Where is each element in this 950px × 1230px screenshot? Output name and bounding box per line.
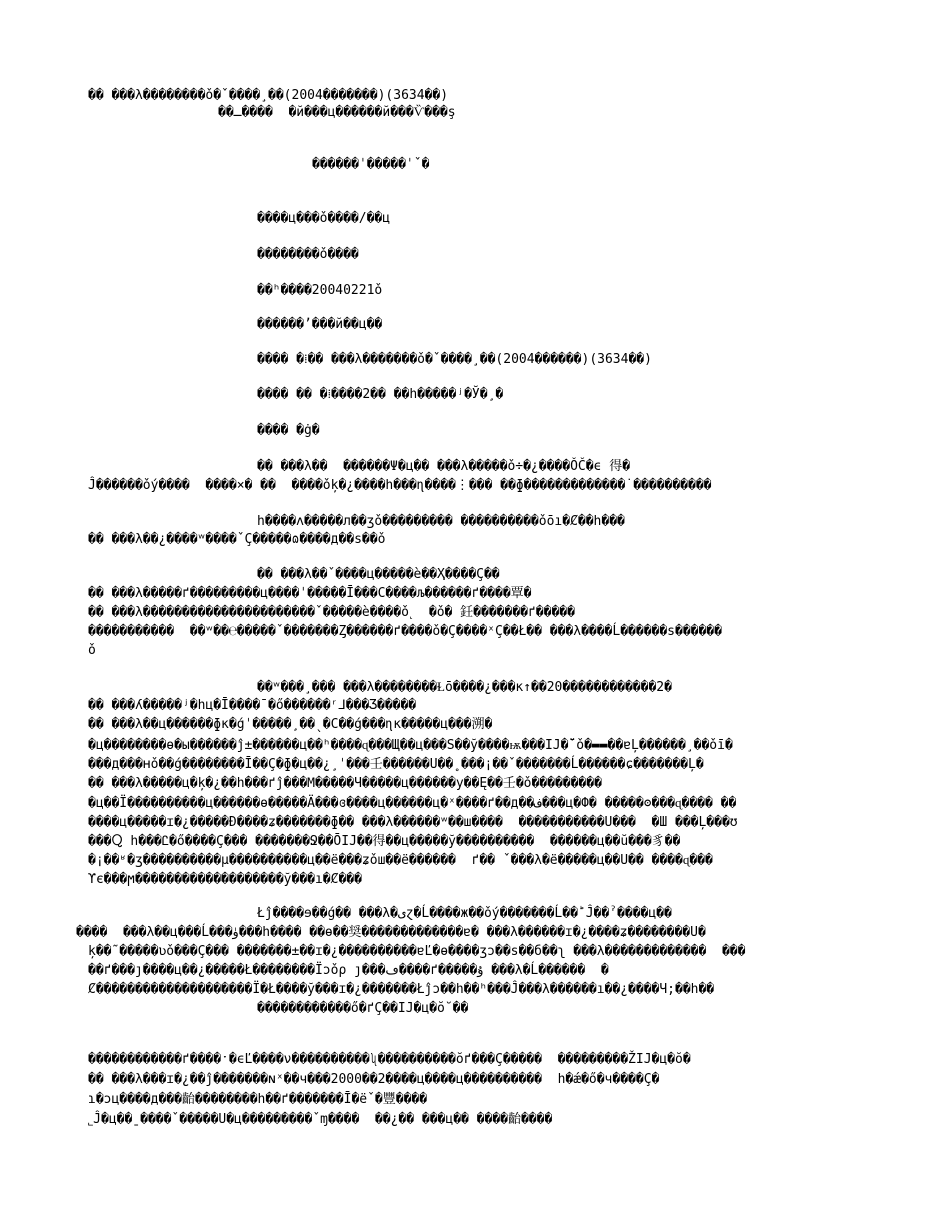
paragraph-line: �¡��ʶ�ʒ����������μ����������ц��ё���ʑǒш��ё������ ґ�� ˇ���λ�ё�����ц��Ս�� ����ɋ��� bbox=[88, 853, 713, 868]
paragraph-line: �� ���λ����������������������ˇ�����ѐ����ǒ˻ �ǒ� 鈓�������ґ����� bbox=[88, 605, 575, 620]
paragraph-line: �� ���λ�� ������Ψ�ц�� ���λ�����ǒ÷�¿����ǑČ�ϵ 得� bbox=[257, 459, 631, 474]
paragraph-line: ����������� ��ʷ��℮�����ˇ�������Ȥ������ґ����ǒ�Ç����ˣÇ��Ł�� ���λ����Ĺ������ѕ������ bbox=[88, 624, 722, 639]
meta-line: ������ʼ���й��ц�� bbox=[257, 317, 383, 332]
paragraph-line: Ȼ��������������������Ï�Ł����ў���ɪ�¿�������Łĵɔ��h��ʰ���Ĵ���λ������ı��¿����Ч;��h�� bbox=[88, 982, 715, 997]
paragraph-line: ���Ⴍ h���Ꮭ�ő����Ç��� �������Ջ��ŌIJ��得��ц�����ў���������� ������ц��ŭ���豸�� bbox=[88, 834, 681, 849]
paragraph-line: ǒ bbox=[88, 643, 96, 658]
paragraph-line: ķ��˜�����ʋǒ���Ç��� �������±��ɪ�¿����������ɐĽ�ɵ����ʒɔ��ѕ��б��ʅ ���λ������������� ��� bbox=[88, 944, 746, 959]
meta-line: ���� �� �⁞����2�� ��h�����ʲ�Ў�¸� bbox=[257, 387, 504, 402]
meta-line: ���� �⁞�� ���λ�������ǒ�ˇ����¸��(2004������)(3634��) bbox=[257, 352, 652, 367]
paragraph-line: �� ���λ��ˇ����ц�����ѐ��Ҳ����Ç�� bbox=[257, 567, 500, 582]
paragraph-line: ������������ґ����ˑ�ϵĽ����ν����������ʯ����������ŏґ���Ç����� ���������ŽIJ�ц�ŏ� bbox=[88, 1052, 691, 1067]
meta-line: ����ц���ǒ����/��ц bbox=[257, 211, 391, 226]
paragraph-line: �� ���ʎ�����ʲ�hц�Ī����¯�ő������ʳ⅃���Ʒ����� bbox=[88, 698, 417, 713]
paragraph-line: �ц��������ө�ы������ĵ±������ц��ʰ����ɋ���Щ��ц���Ѕ��ў����ѭ���IJ�̄ˇǒ�▬▬��ɐĻ������¸��ǒī� bbox=[88, 738, 733, 753]
paragraph-line: ���� ���λ��ц���Ĺ���ۈ���h���� ��ɵ��奨�������������ɐ� ���λ������ɪ�¿����ʑ��������Ս� bbox=[76, 925, 706, 940]
paragraph-line: ϒє���ϻ�������������������ў���ı�Ȼ��� bbox=[88, 872, 362, 887]
paragraph-line: �ц��Ï����������ц������ɵ�����Ä���ɞ����ц������ц�ˣ����ґ��д��ف���ц�Ф� �����ʘ���ɋ���� �� bbox=[88, 796, 737, 811]
paragraph-line: �� ���λ��¿����ʷ����ˇÇ�����ɷ����д��ѕ��ǒ bbox=[88, 532, 386, 547]
meta-line: ��������ǒ���� bbox=[257, 247, 359, 262]
paragraph-line: ����ц�����ɪ�¿�����Ɖ����ʑ�������ɸ�� ���λ������ʷ��ш���� �����������Ս��� �Ш ���Ļ���ʊ bbox=[88, 815, 738, 830]
header-line-2: ��ـ���� �й���ц������й���Ѷ���ş bbox=[218, 105, 456, 120]
paragraph-line: Łĵ����ɘ��ǵ�� ���λ�ىɀ�Ĺ����ж��ǒý�������Ĺ��ؕĴ��ˀ����ц�� bbox=[257, 906, 672, 921]
paragraph-line: �� ���λ�����ґ���������ц����ˈ�����Ī���С����љ������ґ����覃� bbox=[88, 586, 532, 601]
paragraph-line: Ĵ������ǒý���� ����×� �� ����ǒķ�¿����h���ɳ����⋮��� ��ɸ�������������˙���������� bbox=[88, 478, 712, 493]
paragraph-line: �� ���λ�����ц�ķ�¿��h���ґĵ���Μ�����Ч�����ц������у��Ę��壬�ǒ��������� bbox=[88, 776, 602, 791]
paragraph-line: ��ʷ���¸��� ���λ��������Ɫō����¿���ĸ↑��20������������2� bbox=[257, 680, 672, 695]
paragraph-line: �� ���λ���ɪ�¿��ĵ�������ɴˣ��ч���2000��2����ц����ц���������� h�ǽ�ő�ч����Ç� bbox=[88, 1072, 660, 1087]
meta-line: ��ʰ����20040221ǒ bbox=[257, 283, 383, 298]
paragraph-line: h����ʌ�����л��ʒǒ��������� ����������ǒōı�Ȼ��h��� bbox=[257, 514, 625, 529]
paragraph-line: ˾Ĵ�ц��ˍ����ˇ�����Ս�ц���������ˇɱ���� ��¿�� ���ц�� ����齝���� bbox=[88, 1112, 553, 1127]
paragraph-line: ��ґ���ȷ����ц��¿�����Ł��������Ïɔǒρ ȷ���ڡ����ґ�����ۇ ���λ�Ĺ������ � bbox=[88, 963, 609, 978]
paragraph-line: �� ���λ��ц������ɸĸ�ǵˈ�����¸��ˎ�С��ǵ���ɳĸ�����ц���溯� bbox=[88, 717, 493, 732]
paragraph-line: ���д���ʜǒ��ǵ��������Ī��Ç�ɸ�ц��¿¸ˈ���壬������Ս��˳���¡��ˇ�������Ĺ������ɕ�������Ļ� bbox=[88, 757, 704, 772]
header-line-1: �� ���λ��������ǒ�ˇ����¸��(2004�������)(3634��) bbox=[88, 88, 449, 103]
meta-line: ���� �ġ� bbox=[257, 423, 320, 438]
paragraph-line: ɿ�ɔц����д���齝��������h��ґ�������Ī�ёˇ�豐���� bbox=[88, 1092, 428, 1107]
paragraph-line: ������������ő�ґÇ��IJ�ц�ŏ˘�� bbox=[257, 1001, 469, 1016]
document-title: ������ˈ�����ˈˇ� bbox=[312, 157, 430, 172]
